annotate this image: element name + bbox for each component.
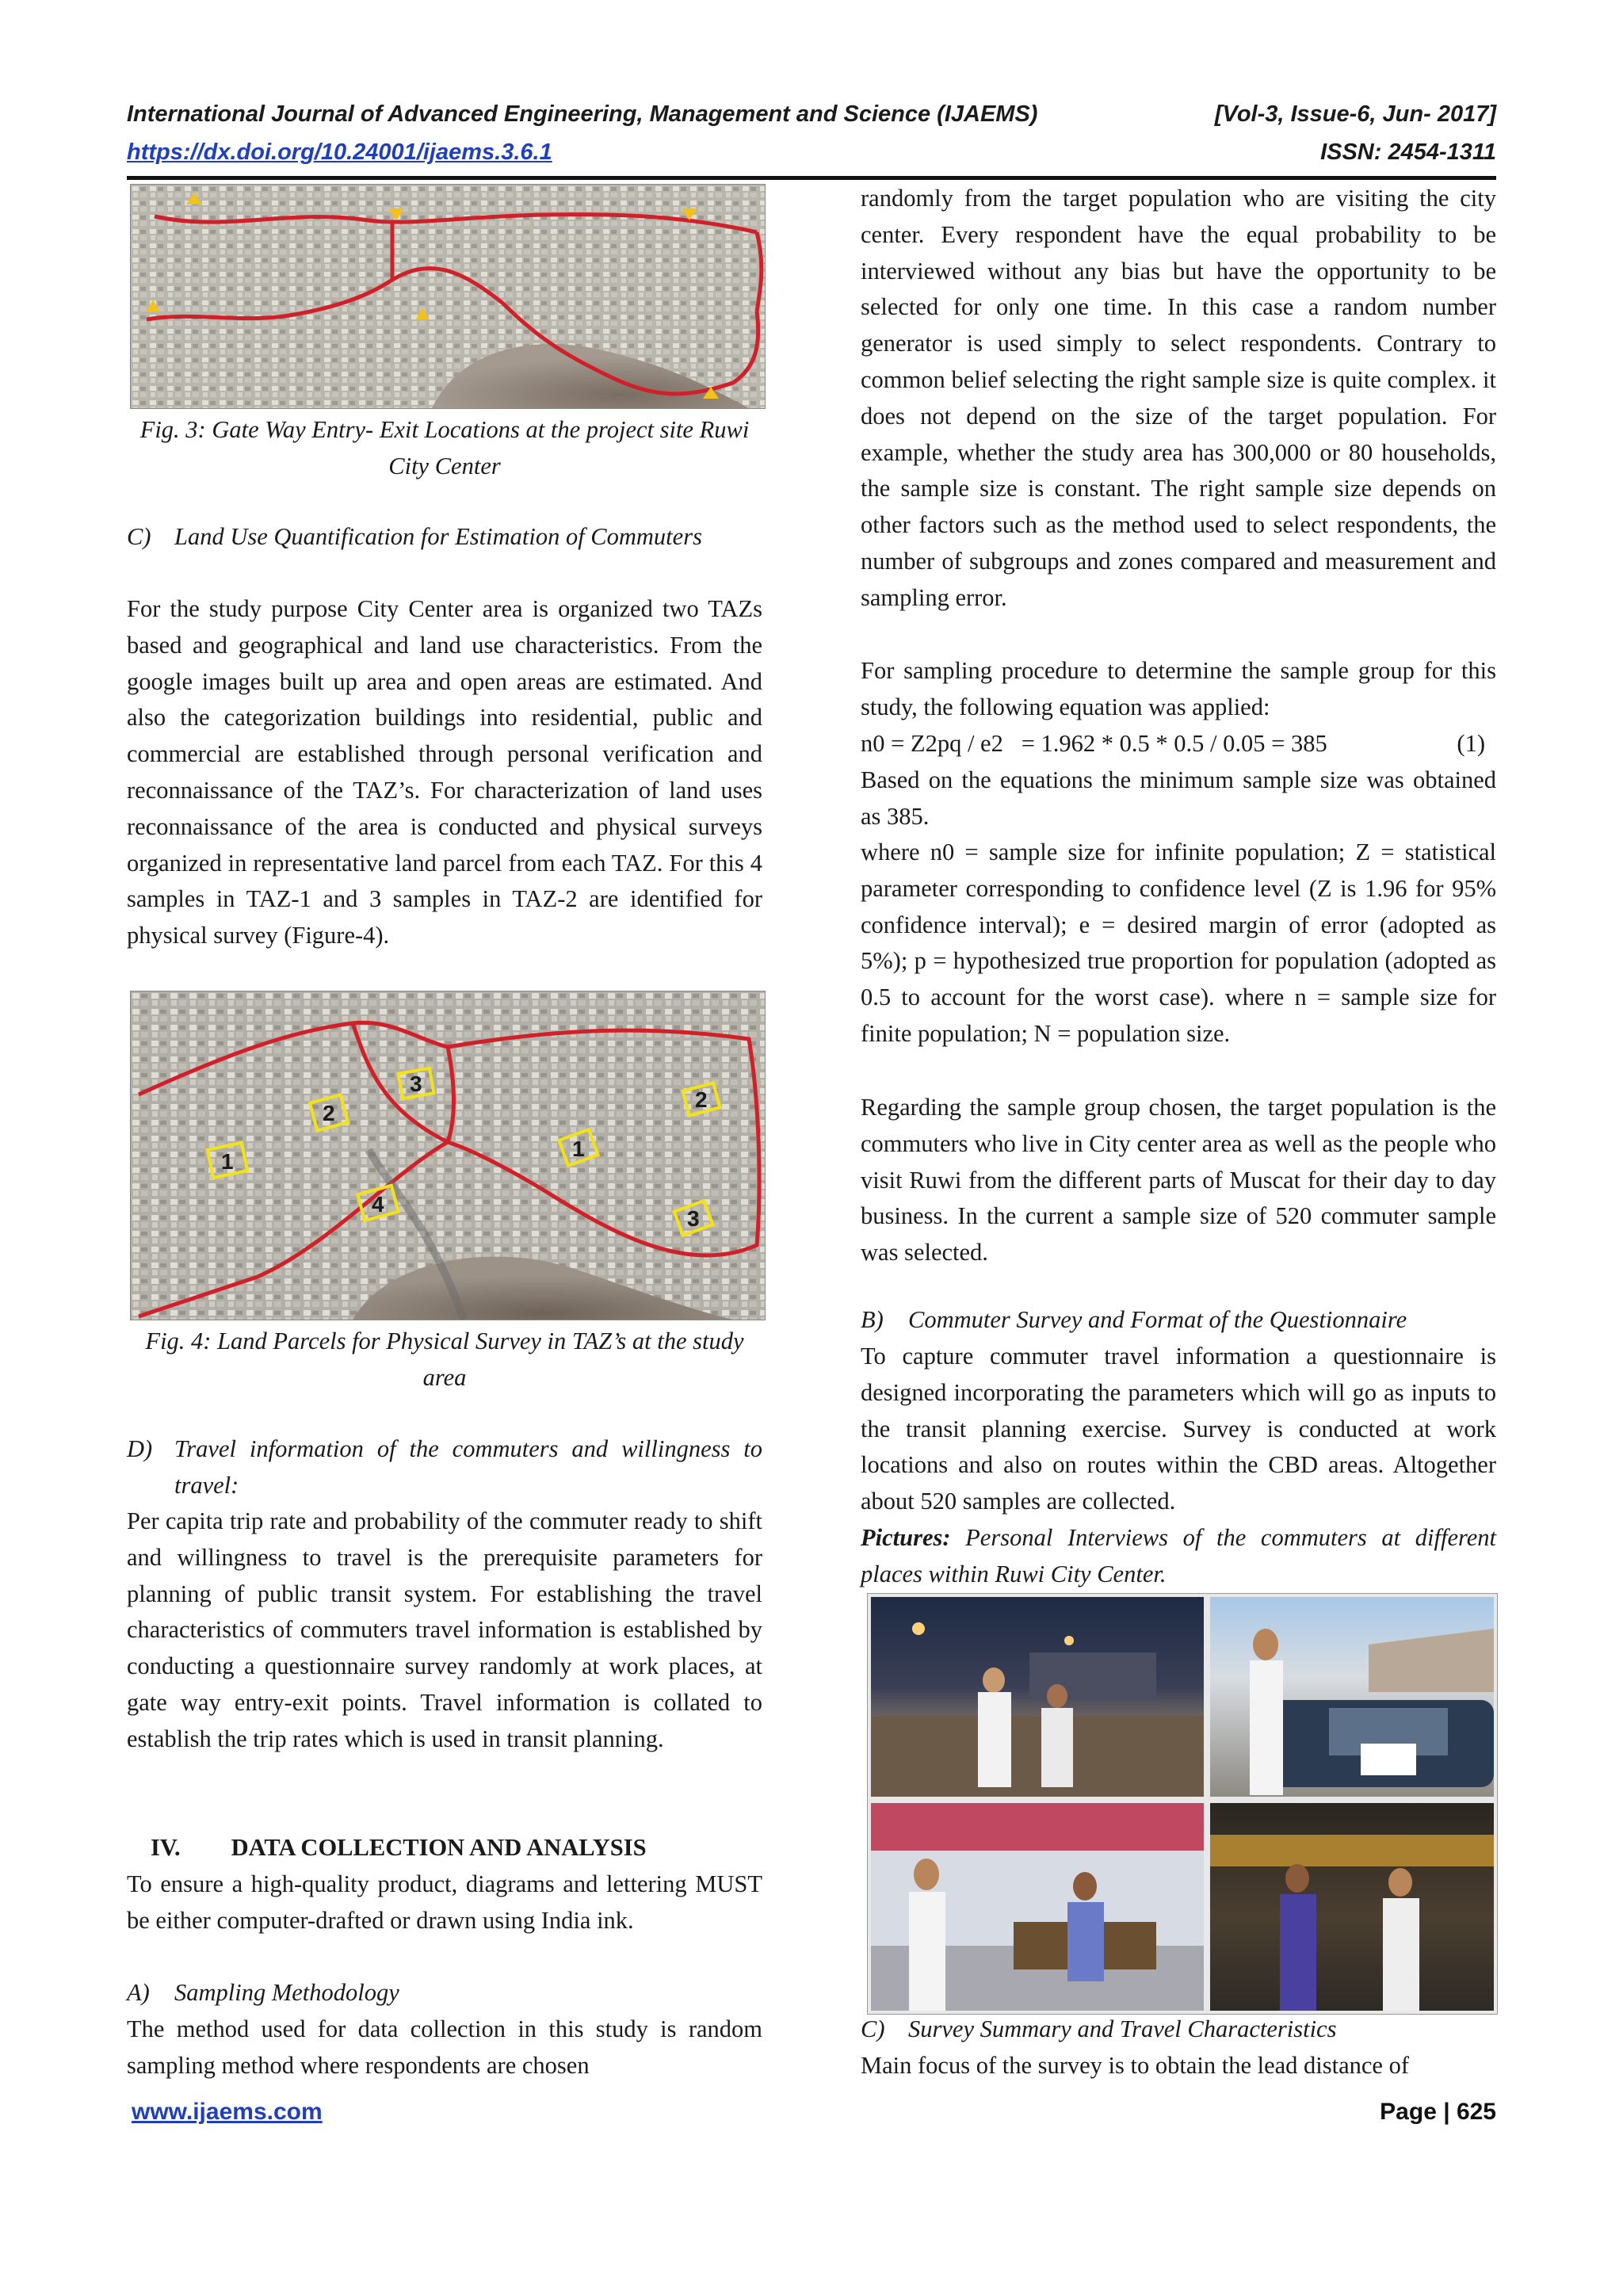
section-c-right-body: Main focus of the survey is to obtain the lead distance of xyxy=(861,2052,1409,2079)
interview-photo-2 xyxy=(1210,1597,1494,1797)
journal-name: International Journal of Advanced Engineering, Management and Science (IJAEMS) xyxy=(127,101,1038,127)
section-4-title: DATA COLLECTION AND ANALYSIS xyxy=(231,1834,647,1861)
section-c-title: Land Use Quantification for Estimation of Commuters xyxy=(174,523,702,550)
section-c-heading xyxy=(127,519,762,556)
section-b-letter: B) xyxy=(861,1306,884,1333)
fig3-map-image xyxy=(130,184,766,409)
min-sample-paragraph: Based on the equations the minimum sample size was obtained as 385. xyxy=(861,766,1496,830)
fig4-label-3-left: 3 xyxy=(410,1072,422,1096)
interview-photo-3 xyxy=(871,1803,1204,2011)
section-b-heading xyxy=(861,1302,1496,1339)
sampling-paragraph: randomly from the target population who are visiting the city center. Every respondent have the equal probability to be interviewed without any bias but have the opportunity to be selected for only one time. In this case a random number generator is used simply to select respondents. Contrary to common belief selecting the right sample size is quite complex. it does not depend on the size of the target population. For example, whether the study area has 300,000 or 80 households, the sample size is constant. The right sample size depends on other factors such as the method used to select respondents, the number of subgroups and zones compared and measurement and sampling error. xyxy=(861,185,1496,611)
section-c-right-letter: C) xyxy=(861,2015,885,2042)
interview-photo-4 xyxy=(1210,1803,1494,2011)
fig4-label-3-right: 3 xyxy=(687,1206,700,1231)
section-c-right-title: Survey Summary and Travel Characteristics xyxy=(908,2015,1337,2042)
section-c-right-heading xyxy=(861,2011,1496,2048)
section-d-heading xyxy=(127,1431,762,1504)
doi-row xyxy=(127,139,1496,166)
page-number: Page | 625 xyxy=(1380,2099,1496,2125)
interview-photo-grid xyxy=(867,1593,1498,2015)
pictures-label: Pictures: xyxy=(861,1524,951,1551)
fig4-label-2-right: 2 xyxy=(695,1087,708,1112)
section-4-body: To ensure a high-quality product, diagrams and lettering MUST be either computer-drafted or drawn using India ink. xyxy=(127,1870,762,1934)
fig4-map-image xyxy=(130,991,766,1320)
header-rule xyxy=(127,176,1496,180)
issn: ISSN: 2454-1311 xyxy=(1320,139,1496,165)
equation-row xyxy=(861,726,1496,762)
sample-group-paragraph: Regarding the sample group chosen, the target population is the commuters who live in City center area as well as the people who visit Ruwi from the different parts of Muscat for their day to day business. In the current a sample size of 520 commuter sample was selected. xyxy=(861,1094,1496,1266)
section-b-body: To capture commuter travel information a questionnaire is designed incorporating the parameters which will go as inputs to the transit planning exercise. Survey is conducted at work locations and also on routes within the CBD areas. Altogether about 520 samples are collected. xyxy=(861,1343,1496,1515)
interview-photo-1 xyxy=(871,1597,1204,1797)
fig4-caption: Fig. 4: Land Parcels for Physical Survey in TAZ’s at the study area xyxy=(145,1328,744,1391)
footer-url-link[interactable]: www.ijaems.com xyxy=(132,2099,323,2125)
fig4-label-4-left: 4 xyxy=(372,1192,384,1217)
volume-info: [Vol-3, Issue-6, Jun- 2017] xyxy=(1214,101,1496,127)
section-d-letter: D) xyxy=(127,1435,153,1462)
journal-header xyxy=(127,101,1496,128)
section-4-heading xyxy=(151,1830,647,1866)
fig4-map-svg xyxy=(131,991,765,1320)
section-b-title: Commuter Survey and Format of the Questionnaire xyxy=(908,1306,1407,1333)
section-d-body: Per capita trip rate and probability of the commuter ready to shift and willingness to travel is the prerequisite parameters for planning of public transit system. For establishing the travel characteristics of commuters travel information is established by conducting a questionnaire survey randomly at work places, at gate way entry-exit points. Travel information is collated to establish the trip rates which is used in transit planning. xyxy=(127,1507,762,1752)
sampling-procedure-paragraph: For sampling procedure to determine the sample group for this study, the following equation was applied: xyxy=(861,657,1496,720)
section-a-body: The method used for data collection in this study is random sampling method where respondents are chosen xyxy=(127,2015,762,2079)
section-a-title: Sampling Methodology xyxy=(174,1979,399,2006)
doi-link[interactable]: https://dx.doi.org/10.24001/ijaems.3.6.1 xyxy=(127,139,552,165)
equation-number: (1) xyxy=(1457,730,1485,757)
section-4-number: IV. xyxy=(151,1834,181,1861)
fig4-label-2-left: 2 xyxy=(323,1101,335,1125)
section-a-heading xyxy=(127,1975,762,2011)
fig4-label-1-right: 1 xyxy=(572,1137,585,1161)
section-c-letter: C) xyxy=(127,523,151,550)
section-d-title: Travel information of the commuters and willingness to travel: xyxy=(174,1435,762,1499)
section-a-letter: A) xyxy=(127,1979,150,2006)
definitions-paragraph: where n0 = sample size for infinite population; Z = statistical parameter corresponding to confidence level (Z is 1.96 for 95% confidence interval); e = desired margin of error (adopted as 5%); p = hypothesized true proportion for population (adopted as 0.5 to account for the worst case). where n = sample size for finite population; N = population size. xyxy=(861,839,1496,1047)
fig4-label-1-left: 1 xyxy=(221,1149,234,1174)
section-c-body: For the study purpose City Center area is organized two TAZs based and geographical and land use characteristics. From the google images built up area and open areas are estimated. And also the categorization buildings into residential, public and commercial are established through personal verification and reconnaissance of the TAZ’s. For characterization of land uses reconnaissance of the area is conducted and physical surveys organized in representative land parcel from each TAZ. For this 4 samples in TAZ-1 and 3 samples in TAZ-2 are identified for physical survey (Figure-4). xyxy=(127,595,762,949)
equation: n0 = Z2pq / e2 = 1.962 * 0.5 * 0.5 / 0.05 = 385 xyxy=(861,730,1327,757)
pictures-caption xyxy=(861,1520,1496,1593)
pictures-text: Personal Interviews of the commuters at different places within Ruwi City Center. xyxy=(861,1524,1496,1587)
fig3-caption: Fig. 3: Gate Way Entry- Exit Locations at the project site Ruwi City Center xyxy=(139,416,750,479)
fig3-map-svg xyxy=(131,185,765,408)
